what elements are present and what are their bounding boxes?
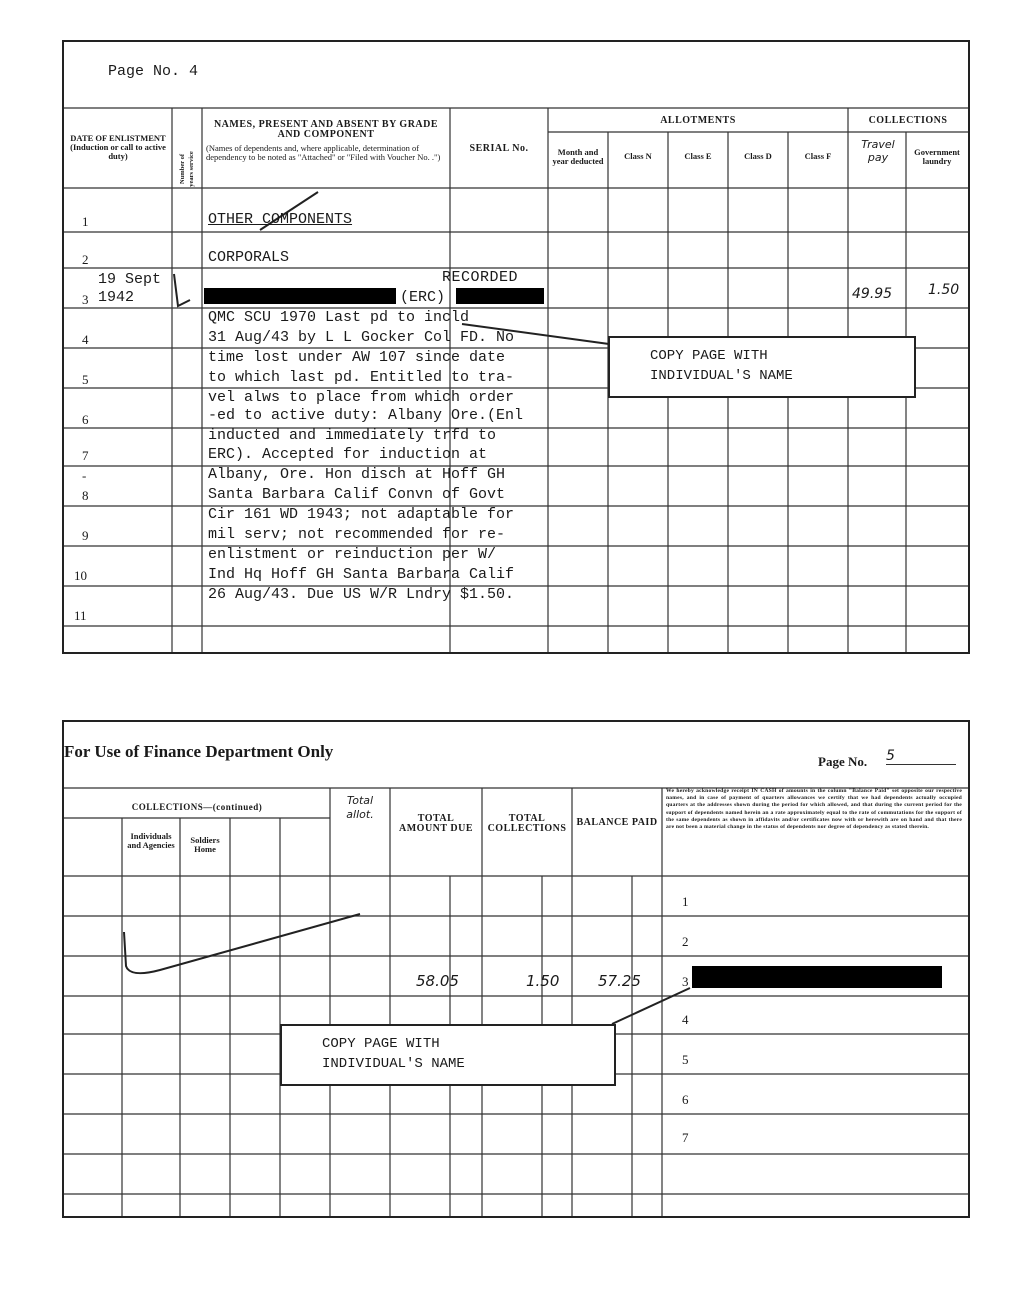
callout-line: COPY PAGE WITH: [322, 1036, 440, 1052]
laundry-amount: 1.50: [928, 282, 960, 298]
header-individuals: Individuals and Agencies: [127, 831, 175, 850]
header-collections: COLLECTIONS: [868, 115, 948, 126]
remarks-line: inducted and immediately trfd to: [208, 427, 497, 444]
remarks-line: to which last pd. Entitled to tra-: [208, 369, 515, 386]
header-class-e: Class E: [684, 151, 712, 161]
row-number: 11: [74, 608, 87, 623]
recorded-stamp: RECORDED: [442, 269, 519, 286]
travel-pay-amount: 49.95: [852, 286, 893, 302]
redacted-signature: [692, 966, 942, 988]
finance-page-5: [62, 720, 970, 1218]
row-number: 2: [82, 252, 89, 267]
header-month-year: Month and year deducted: [552, 147, 604, 166]
header-total-allot: Total allot.: [346, 794, 374, 821]
enlistment-year: 1942: [98, 289, 135, 306]
row-number: 3: [82, 292, 89, 307]
entry-corporals: CORPORALS: [208, 249, 290, 266]
row-number: 9: [82, 528, 89, 543]
remarks-line: QMC SCU 1970 Last pd to incld: [208, 309, 470, 326]
row-number: 1: [682, 894, 689, 909]
entry-other-components: OTHER COMPONENTS: [208, 211, 353, 228]
certification-text: We hereby acknowledge receipt IN CASH of amounts in the column "Balance Paid" set opposite our respective names, and in case of payment of quarters allowances we certify that we had dependents actually occupied quarters at the addresses shown during the period for which allowed, and that during the current period for the support of dependents named herein an a rate approximately equal to the rate of commutations for the support of the same dependents as shown in affidavits and/or certificates now with or herewith are on hand and that there are not been a material change in the status of dependents nor degree of dependency as stated therein.: [666, 788, 962, 831]
remarks-line: mil serv; not recommended for re-: [208, 526, 506, 543]
row-number: 6: [682, 1092, 689, 1107]
callout-line: INDIVIDUAL'S NAME: [322, 1056, 465, 1072]
header-class-d: Class D: [744, 151, 772, 161]
ledger-page-4: [62, 40, 970, 654]
callout-line: COPY PAGE WITH: [650, 348, 768, 364]
remarks-line: 31 Aug/43 by L L Gocker Col FD. No: [208, 329, 515, 346]
redacted-name: [204, 288, 396, 304]
header-class-f: Class F: [804, 151, 832, 161]
remarks-line: Cir 161 WD 1943; not adaptable for: [208, 506, 515, 523]
row-number: 7: [82, 448, 89, 463]
header-names: NAMES, PRESENT AND ABSENT BY GRADE AND COMPONENT: [213, 119, 439, 140]
callout-line: INDIVIDUAL'S NAME: [650, 368, 793, 384]
row-number: 8: [82, 488, 89, 503]
header-total-due: TOTAL AMOUNT DUE: [399, 813, 473, 834]
row-number: 10: [74, 568, 87, 583]
copy-page-callout: [608, 336, 916, 398]
component-erc: (ERC): [400, 289, 446, 306]
remarks-line: Albany, Ore. Hon disch at Hoff GH: [208, 466, 506, 483]
redacted-serial: [456, 288, 544, 304]
remarks-line: ERC). Accepted for induction at: [208, 446, 488, 463]
header-balance-paid: BALANCE PAID: [576, 817, 658, 828]
remarks-line: Santa Barbara Calif Convn of Govt: [208, 486, 506, 503]
page-number-value: 5: [886, 748, 956, 765]
header-soldiers-home: Soldiers Home: [190, 835, 220, 854]
header-serial: SERIAL No.: [469, 143, 529, 154]
remarks-line: vel alws to place from which order: [208, 389, 515, 406]
row-number: 3: [682, 974, 689, 989]
remarks-line: Ind Hq Hoff GH Santa Barbara Calif: [208, 566, 515, 583]
header-govt-laundry: Government laundry: [914, 147, 960, 166]
row-number: 2: [682, 934, 689, 949]
remarks-line: time lost under AW 107 since date: [208, 349, 506, 366]
row-number: 7: [682, 1130, 689, 1145]
header-years-service: Number of years service: [179, 151, 195, 187]
remarks-line: -ed to active duty: Albany Ore.(Enl: [208, 407, 524, 424]
row-number: 5: [682, 1052, 689, 1067]
row-number: 4: [82, 332, 89, 347]
page-number-label: Page No.: [818, 754, 868, 769]
total-due-amount: 58.05: [416, 972, 459, 990]
header-names-note: (Names of dependents and, where applicable, determination of dependency to be noted as "Attached" or "Filed with Voucher No. ."): [206, 143, 441, 162]
row-number: 1: [82, 214, 89, 229]
page-number: Page No. 4: [108, 63, 199, 80]
remarks-line: enlistment or reinduction per W/: [208, 546, 497, 563]
row-number: -: [82, 468, 87, 483]
remarks-line: 26 Aug/43. Due US W/R Lndry $1.50.: [208, 586, 515, 603]
balance-paid-amount: 57.25: [598, 972, 641, 990]
row-number: 4: [682, 1012, 689, 1027]
header-travel: Travel pay: [861, 138, 895, 164]
header-collections-cont: COLLECTIONS—(continued): [131, 802, 263, 812]
row-number: 5: [82, 372, 89, 387]
header-total-collections: TOTAL COLLECTIONS: [487, 813, 567, 834]
header-allotments: ALLOTMENTS: [660, 115, 736, 126]
finance-title: For Use of Finance Department Only: [64, 742, 334, 761]
enlistment-day: 19 Sept: [98, 271, 162, 288]
copy-page-callout: [280, 1024, 616, 1086]
total-collections-amount: 1.50: [526, 972, 560, 990]
row-number: 6: [82, 412, 89, 427]
header-class-n: Class N: [624, 151, 652, 161]
header-date-enlistment: DATE OF ENLISTMENT (Induction or call to active duty): [70, 133, 166, 161]
